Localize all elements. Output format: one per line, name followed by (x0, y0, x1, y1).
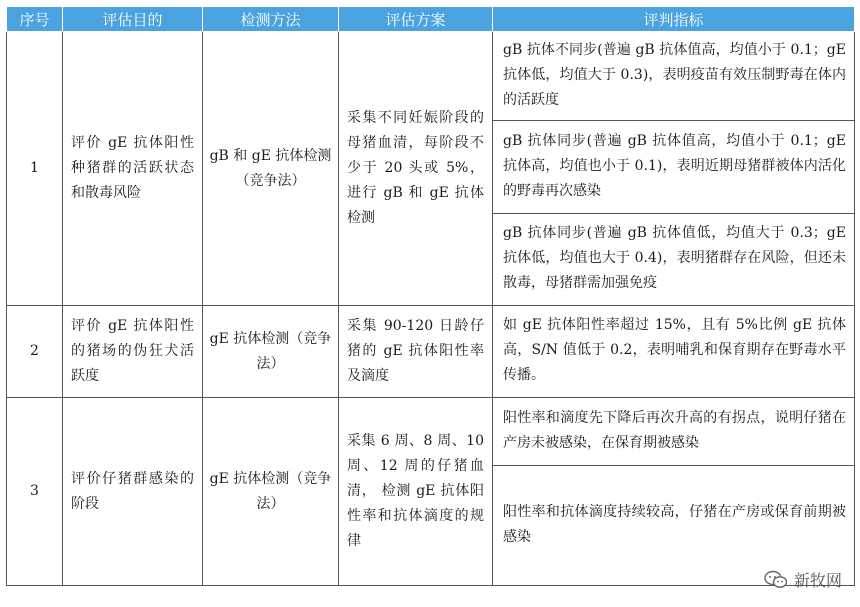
watermark-text: 新牧网 (793, 571, 842, 590)
plan-cell: 采集不同妊娠阶段的母猪血清，每阶段不少于 20 头或 5%，进行 gB 和 gE 抗体检测 (339, 32, 493, 306)
row-number: 3 (7, 398, 63, 586)
criteria-cell: 如 gE 抗体阳性率超过 15%，且有 5%比例 gE 抗体高，S/N 值低于 0.2，表明哺乳和保育期存在野毒水平传播。 (493, 306, 855, 398)
header-criteria: 评判指标 (493, 7, 855, 32)
header-purpose: 评估目的 (63, 7, 203, 32)
wechat-icon (764, 570, 788, 590)
header-plan: 评估方案 (339, 7, 493, 32)
criteria-cell: gB 抗体同步(普遍 gB 抗体值低，均值大于 0.3；gE 抗体低，均值也大于 0.4)，表明猪群存在风险，但还未散毒，母猪群需加强免疫 (493, 214, 855, 306)
evaluation-table (6, 6, 855, 586)
header-row (7, 7, 855, 32)
method-cell: gB 和 gE 抗体检测（竞争法） (203, 32, 339, 306)
plan-cell: 采集 90-120 日龄仔猪的 gE 抗体阳性率及滴度 (339, 306, 493, 398)
criteria-cell: gB 抗体同步(普遍 gB 抗体值高，均值小于 0.1；gE 抗体高，均值也小于 0.1)，表明近期母猪群被体内活化的野毒再次感染 (493, 121, 855, 214)
purpose-cell: 评价 gE 抗体阳性种猪群的活跃状态和散毒风险 (63, 32, 203, 306)
table-row (7, 32, 855, 121)
criteria-cell: gB 抗体不同步(普遍 gB 抗体值高，均值小于 0.1；gE 抗体低，均值大于 0.3)，表明疫苗有效压制野毒在体内的活跃度 (493, 32, 855, 121)
header-no: 序号 (7, 7, 63, 32)
plan-cell: 采集 6 周、8 周、10 周、12 周的仔猪血清， 检测 gE 抗体阳性率和抗体滴度的规律 (339, 398, 493, 586)
row-number: 2 (7, 306, 63, 398)
watermark (764, 568, 842, 591)
criteria-cell: 阳性率和抗体滴度持续较高，仔猪在产房或保育前期被感染 (493, 466, 855, 586)
purpose-cell: 评价 gE 抗体阳性的猪场的伪狂犬活跃度 (63, 306, 203, 398)
criteria-cell: 阳性率和滴度先下降后再次升高的有拐点，说明仔猪在产房未被感染，在保育期被感染 (493, 398, 855, 466)
table-row (7, 398, 855, 466)
purpose-cell: 评价仔猪群感染的阶段 (63, 398, 203, 586)
row-number: 1 (7, 32, 63, 306)
method-cell: gE 抗体检测（竞争法） (203, 306, 339, 398)
header-method: 检测方法 (203, 7, 339, 32)
table-row (7, 306, 855, 398)
method-cell: gE 抗体检测（竞争法） (203, 398, 339, 586)
